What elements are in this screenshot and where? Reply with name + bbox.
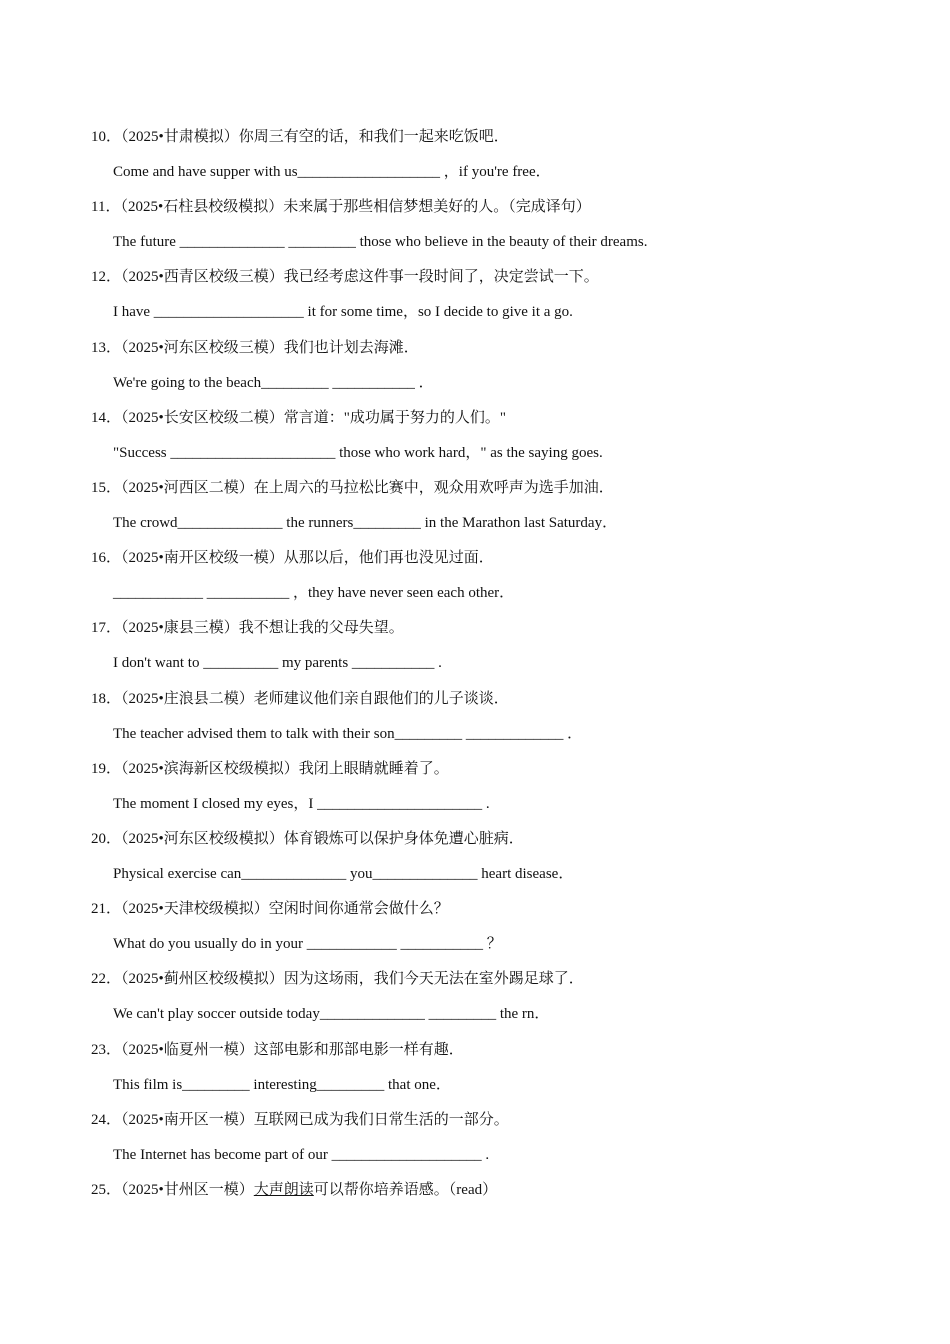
question-19	[91, 758, 891, 812]
question-source: （2025•南开区一模）	[121, 1112, 254, 1128]
question-prompt: 未来属于那些相信梦想美好的人。（完成译句）	[283, 199, 591, 215]
question-number: 14．	[91, 410, 122, 426]
question-source: （2025•河东区校级三模）	[121, 340, 284, 356]
answer-line: "Success ______________________ those who work hard，" as the saying goes.	[113, 445, 603, 461]
question-prompt: 老师建议他们亲自跟他们的儿子谈谈．	[253, 691, 509, 707]
question-prompt: 互联网已成为我们日常生活的一部分。	[253, 1112, 509, 1128]
question-source: （2025•石柱县校级模拟）	[120, 199, 284, 215]
question-25	[91, 1179, 891, 1201]
question-source: （2025•天津校级模拟）	[121, 901, 269, 917]
question-number: 19．	[91, 761, 122, 777]
question-21	[91, 898, 891, 952]
question-source: （2025•长安区校级二模）	[121, 410, 284, 426]
answer-line: ____________ ___________ ，they have never seen each other．	[113, 585, 515, 601]
question-number: 21．	[91, 901, 122, 917]
answer-line: Physical exercise can______________ you______________ heart disease．	[113, 866, 574, 882]
question-prompt: 我已经考虑这件事一段时间了，决定尝试一下。	[283, 269, 599, 285]
question-source: （2025•甘州区一模）	[121, 1182, 254, 1198]
question-source: （2025•西青区校级三模）	[121, 269, 284, 285]
question-number: 12．	[91, 269, 122, 285]
question-prompt: 可以帮你培养语感。（read）	[313, 1182, 498, 1198]
question-number: 23．	[91, 1042, 122, 1058]
question-prompt: 我不想让我的父母失望。	[238, 620, 404, 636]
answer-line: We can't play soccer outside today______________ _________ the rn．	[113, 1006, 550, 1022]
question-18	[91, 688, 891, 742]
question-prompt: 因为这场雨，我们今天无法在室外踢足球了．	[283, 971, 584, 987]
question-number: 22．	[91, 971, 122, 987]
question-source: （2025•滨海新区校级模拟）	[121, 761, 299, 777]
question-14	[91, 407, 891, 461]
question-prompt-underlined: 大声朗读	[253, 1182, 314, 1198]
question-source: （2025•甘肃模拟）	[121, 129, 239, 145]
question-10	[91, 126, 891, 180]
answer-line: What do you usually do in your ____________ ___________ ？	[113, 936, 502, 952]
question-prompt: 这部电影和那部电影一样有趣．	[253, 1042, 464, 1058]
question-15	[91, 477, 891, 531]
question-prompt: 体育锻炼可以保护身体免遭心脏病．	[283, 831, 524, 847]
question-prompt: 我们也计划去海滩．	[283, 340, 419, 356]
question-source: （2025•河东区校级模拟）	[121, 831, 284, 847]
question-12	[91, 266, 891, 320]
answer-line: We're going to the beach_________ ___________ ．	[113, 375, 434, 391]
question-source: （2025•临夏州一模）	[121, 1042, 254, 1058]
question-20	[91, 828, 891, 882]
answer-line: Come and have supper with us___________________ ，if you're free．	[113, 164, 551, 180]
question-prompt: 我闭上眼睛就睡着了。	[298, 761, 449, 777]
question-prompt: 常言道："成功属于努力的人们。"	[283, 410, 507, 426]
question-17	[91, 617, 891, 671]
question-prompt: 在上周六的马拉松比赛中，观众用欢呼声为选手加油．	[253, 480, 614, 496]
question-prompt: 从那以后，他们再也没见过面．	[283, 550, 494, 566]
question-number: 15．	[91, 480, 122, 496]
question-number: 17．	[91, 620, 122, 636]
answer-line: The Internet has become part of our ____________________ .	[113, 1147, 490, 1163]
answer-line: This film is_________ interesting_________ that one．	[113, 1077, 451, 1093]
question-number: 13．	[91, 340, 122, 356]
answer-line: The crowd______________ the runners_________ in the Marathon last Saturday．	[113, 515, 618, 531]
question-number: 18．	[91, 691, 122, 707]
question-source: （2025•南开区校级一模）	[121, 550, 284, 566]
question-23	[91, 1039, 891, 1093]
question-source: （2025•河西区二模）	[121, 480, 254, 496]
answer-line: The teacher advised them to talk with their son_________ _____________ ．	[113, 726, 583, 742]
question-16	[91, 547, 891, 601]
question-source: （2025•庄浪县二模）	[121, 691, 254, 707]
question-22	[91, 968, 891, 1022]
answer-line: I don't want to __________ my parents ___________ .	[113, 655, 442, 671]
answer-line: I have ____________________ it for some time，so I decide to give it a go.	[113, 304, 573, 320]
question-13	[91, 337, 891, 391]
question-number: 11．	[91, 199, 121, 215]
question-number: 10．	[91, 129, 122, 145]
answer-line: The moment I closed my eyes，I ______________________ .	[113, 796, 490, 812]
question-number: 20．	[91, 831, 122, 847]
question-number: 24．	[91, 1112, 122, 1128]
question-source: （2025•康县三模）	[121, 620, 239, 636]
question-11	[91, 196, 891, 250]
question-prompt: 你周三有空的话，和我们一起来吃饭吧．	[238, 129, 509, 145]
question-number: 25．	[91, 1182, 122, 1198]
question-number: 16．	[91, 550, 122, 566]
question-source: （2025•蓟州区校级模拟）	[121, 971, 284, 987]
answer-line: The future ______________ _________ those who believe in the beauty of their dreams.	[113, 234, 648, 250]
question-prompt: 空闲时间你通常会做什么？	[268, 901, 449, 917]
question-24	[91, 1109, 891, 1163]
